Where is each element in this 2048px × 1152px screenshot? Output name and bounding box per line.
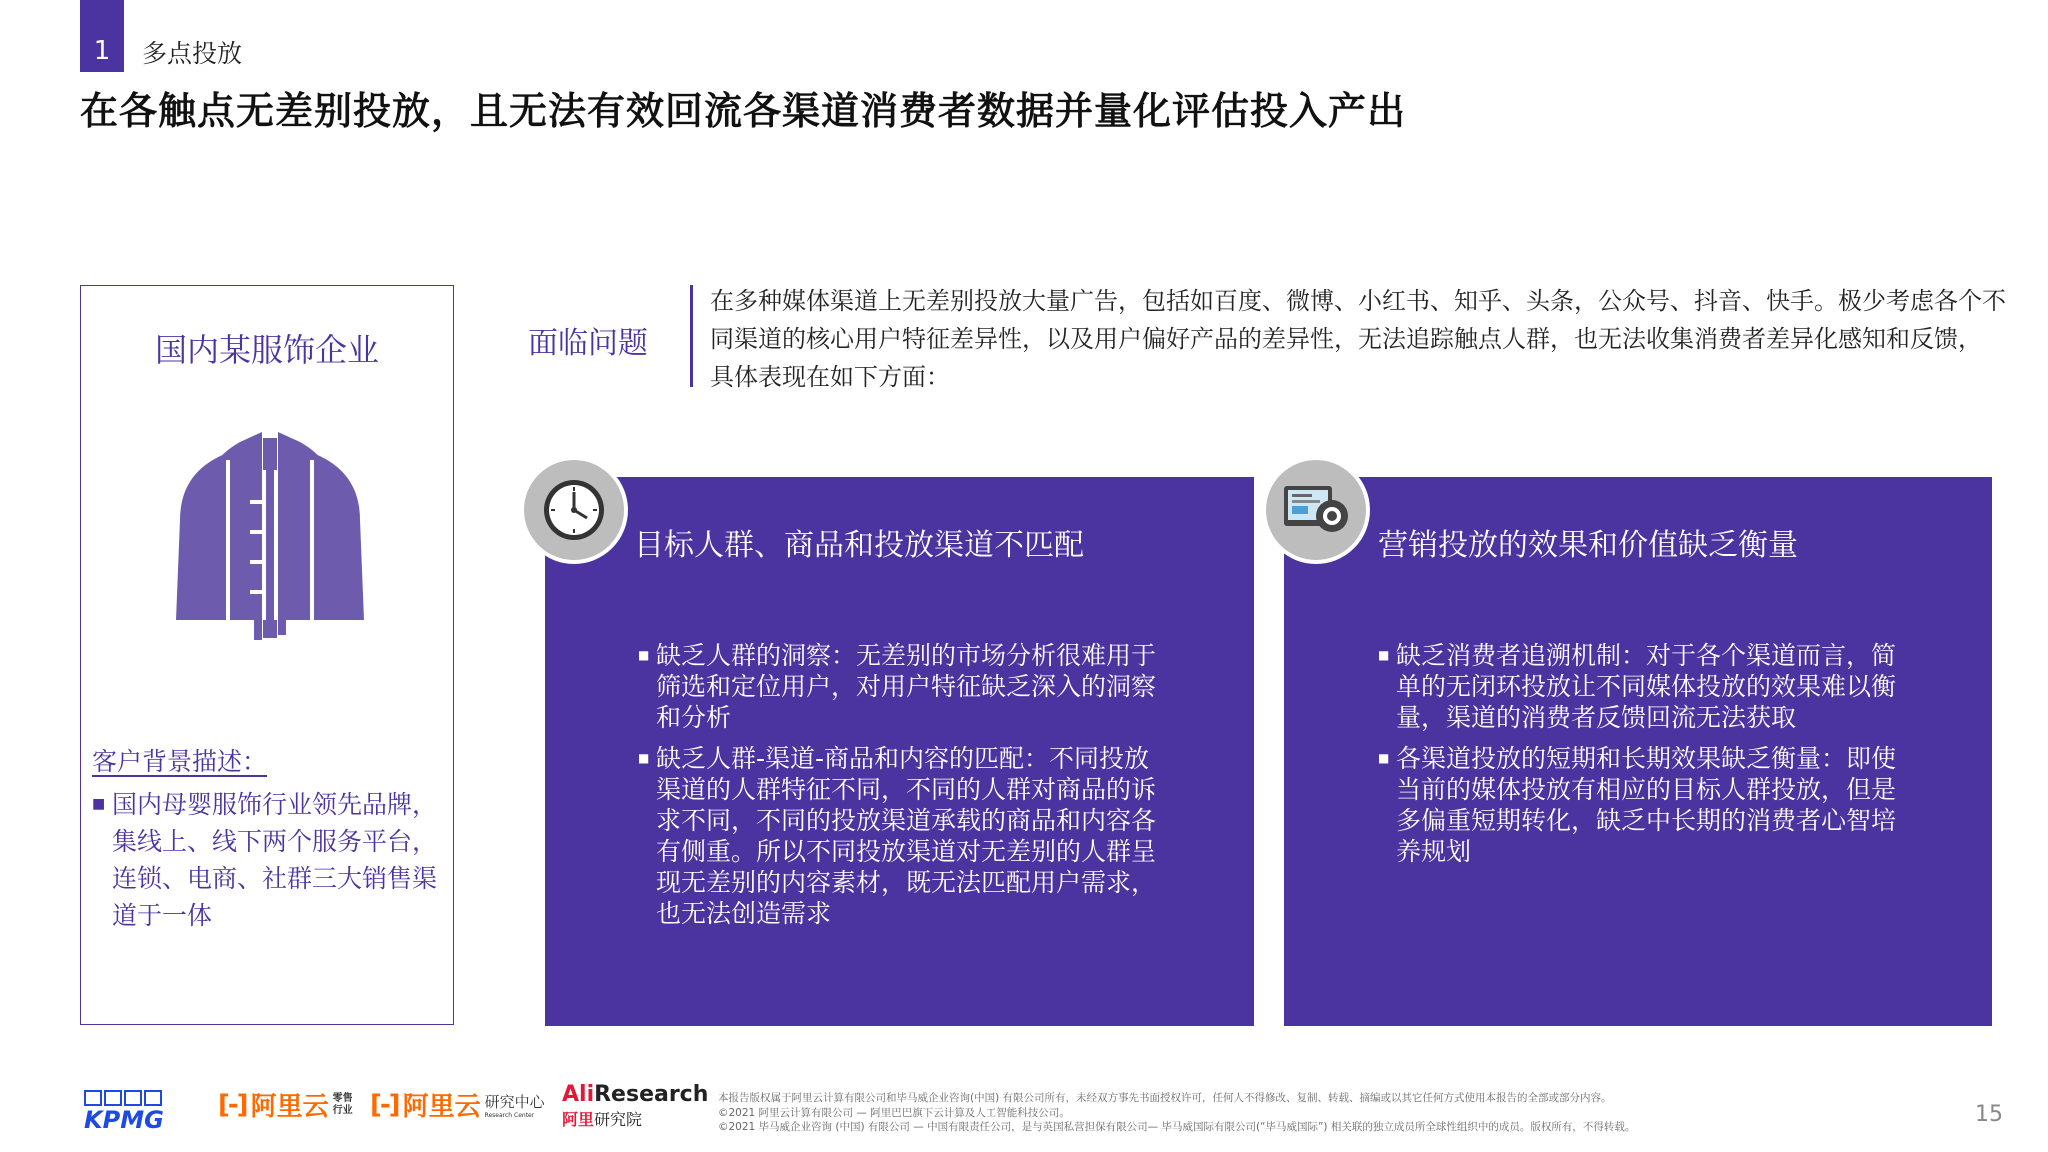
aliyun-retail-name: 阿里云 <box>250 1092 329 1122</box>
aliyun-retail-logo <box>218 1086 353 1123</box>
bullet-icon: ■ <box>1378 648 1390 662</box>
background-list <box>92 786 454 934</box>
aliyun-rc-name: 阿里云 <box>402 1092 481 1122</box>
kpmg-boxes-icon <box>84 1090 174 1106</box>
list-item-text: 缺乏消费者追溯机制：对于各个渠道而言，简单的无闭环投放让不同媒体投放的效果难以衡量，渠道的消费者反馈回流无法获取 <box>1396 641 1897 732</box>
list-item <box>638 640 1158 733</box>
aliyun-mark-icon: [-] <box>370 1089 399 1120</box>
clock-icon <box>520 456 628 564</box>
legal-notice <box>718 1091 1778 1135</box>
aliresearch-suffix: Research <box>594 1082 709 1107</box>
aliyun-rc-sub <box>485 1091 545 1119</box>
aliyun-retail-sub-line1: 零售 <box>332 1092 353 1104</box>
card-list <box>638 640 1158 939</box>
problem-divider <box>690 285 693 387</box>
aliyun-mark-icon: [-] <box>218 1089 247 1120</box>
list-item <box>638 743 1158 929</box>
kpmg-wordmark: KPMG <box>84 1106 164 1134</box>
card-title: 目标人群、商品和投放渠道不匹配 <box>634 528 1084 563</box>
bullet-icon: ■ <box>92 796 106 812</box>
background-item <box>92 786 454 934</box>
legal-line: ©2021 阿里云计算有限公司 — 阿里巴巴旗下云计算及人工智能科技公司。 <box>718 1106 1070 1119</box>
list-item-text: 缺乏人群-渠道-商品和内容的匹配：不同投放渠道的人群特征不同，不同的人群对商品的诉求不同，不同的投放渠道承载的商品和内容各有侧重。所以不同投放渠道对无差别的人群呈现无差别的内容素材，既无法匹配用户需求，也无法创造需求 <box>656 744 1157 928</box>
legal-line: ©2021 毕马威企业咨询 (中国) 有限公司 — 中国有限责任公司，是与英国私营担保有限公司— 毕马威国际有限公司(“毕马威国际”) 相关联的独立成员所全球性组织中的成员。版权所有，不得转载。 <box>718 1121 1636 1133</box>
kpmg-logo <box>84 1090 174 1134</box>
card-title: 营销投放的效果和价值缺乏衡量 <box>1378 528 1798 563</box>
legal-line: 本报告版权属于阿里云计算有限公司和毕马威企业咨询(中国) 有限公司所有，未经双方事先书面授权许可，任何人不得修改、复制、转载、摘编或以其它任何方式使用本报告的全部或部分内容。 <box>718 1092 1612 1104</box>
aliyun-rc-sub-cn: 研究中心 <box>484 1092 545 1111</box>
aliyun-retail-sub <box>333 1093 353 1117</box>
background-heading: 客户背景描述： <box>92 747 268 776</box>
list-item <box>1378 743 1898 867</box>
problem-label: 面临问题 <box>528 326 648 361</box>
page-title: 在各触点无差别投放，且无法有效回流各渠道消费者数据并量化评估投入产出 <box>80 89 1407 133</box>
aliyun-research-center-logo <box>370 1086 545 1123</box>
aliresearch-cn <box>562 1107 708 1130</box>
client-title: 国内某服饰企业 <box>154 331 379 369</box>
aliresearch-logo <box>562 1082 708 1130</box>
aliresearch-cn-red: 阿里 <box>562 1110 595 1129</box>
section-label: 多点投放 <box>142 39 243 68</box>
bullet-icon: ■ <box>1378 751 1390 765</box>
list-item <box>1378 640 1898 733</box>
bullet-icon: ■ <box>638 648 650 662</box>
page-number: 15 <box>1975 1102 2003 1127</box>
background-item-text: 国内母婴服饰行业领先品牌，集线上、线下两个服务平台，连锁、电商、社群三大销售渠道于一体 <box>112 790 438 930</box>
aliyun-rc-sub-en: Research Center <box>484 1111 535 1119</box>
aliresearch-cn-text: 研究院 <box>594 1110 643 1129</box>
card-list <box>1378 640 1898 877</box>
coat-icon <box>170 430 370 650</box>
list-item-text: 缺乏人群的洞察：无差别的市场分析很难用于筛选和定位用户，对用户特征缺乏深入的洞察和分析 <box>656 641 1157 732</box>
aliyun-retail-sub-line2: 行业 <box>332 1104 353 1116</box>
problem-text: 在多种媒体渠道上无差别投放大量广告，包括如百度、微博、小红书、知乎、头条，公众号、抖音、快手。极少考虑各个不同渠道的核心用户特征差异性，以及用户偏好产品的差异性，无法追踪触点人群，也无法收集消费者差异化感知和反馈， 具体表现在如下方面： <box>710 287 2006 391</box>
aliresearch-prefix: Ali <box>562 1082 595 1107</box>
section-number-badge: 1 <box>80 0 124 72</box>
bullet-icon: ■ <box>638 751 650 765</box>
screen-gear-icon <box>1262 456 1370 564</box>
list-item-text: 各渠道投放的短期和长期效果缺乏衡量：即使当前的媒体投放有相应的目标人群投放，但是多偏重短期转化，缺乏中长期的消费者心智培养规划 <box>1396 744 1897 866</box>
aliresearch-wordmark <box>562 1082 708 1107</box>
